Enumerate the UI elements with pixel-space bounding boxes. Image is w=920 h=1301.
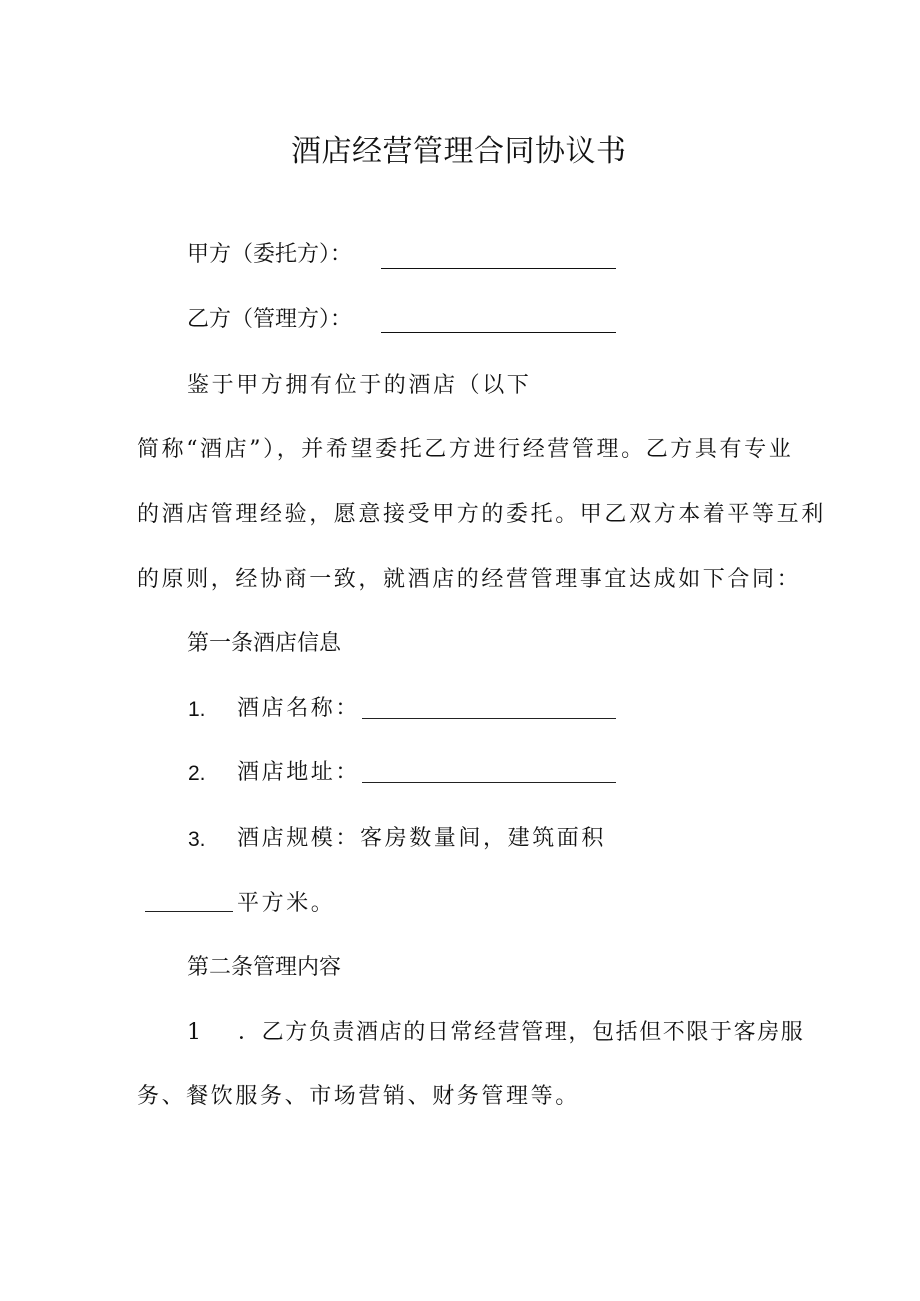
article-2-heading: 第二条管理内容 [187,955,342,980]
article-1-item-2-number: 2. [188,762,206,785]
floor-area-unit: 平方米。 [237,891,336,916]
article-1-item-1-number: 1. [188,698,206,721]
article-2-item-1-number: 1 [187,1020,201,1045]
party-b-label: 乙方（管理方）： [187,307,353,332]
article-2-item-1-line-2: 务、餐饮服务、市场营销、财务管理等。 [137,1084,580,1109]
hotel-name-label: 酒店名称： [237,696,361,721]
floor-area-blank[interactable] [145,911,233,912]
hotel-scale-label: 酒店规模：客房数量间，建筑面积 [237,826,607,851]
hotel-name-blank[interactable] [362,718,616,719]
article-1-item-3-number: 3. [188,828,206,851]
document-title: 酒店经营管理合同协议书 [291,134,627,169]
hotel-address-blank[interactable] [362,782,616,783]
party-a-blank[interactable] [381,268,616,269]
article-1-heading: 第一条酒店信息 [187,631,342,656]
hotel-address-label: 酒店地址： [237,760,361,785]
intro-line-2: 简称“酒店”），并希望委托乙方进行经营管理。乙方具有专业 [137,437,794,462]
intro-line-4: 的原则，经协商一致，就酒店的经营管理事宜达成如下合同： [137,567,802,592]
article-2-item-1-line-1: ．乙方负责酒店的日常经营管理，包括但不限于客房服 [238,1020,805,1045]
intro-line-1: 鉴于甲方拥有位于的酒店（以下 [187,373,532,398]
party-a-label: 甲方（委托方）： [187,242,353,267]
party-b-blank[interactable] [381,332,616,333]
intro-line-3: 的酒店管理经验，愿意接受甲方的委托。甲乙双方本着平等互利 [137,502,826,527]
